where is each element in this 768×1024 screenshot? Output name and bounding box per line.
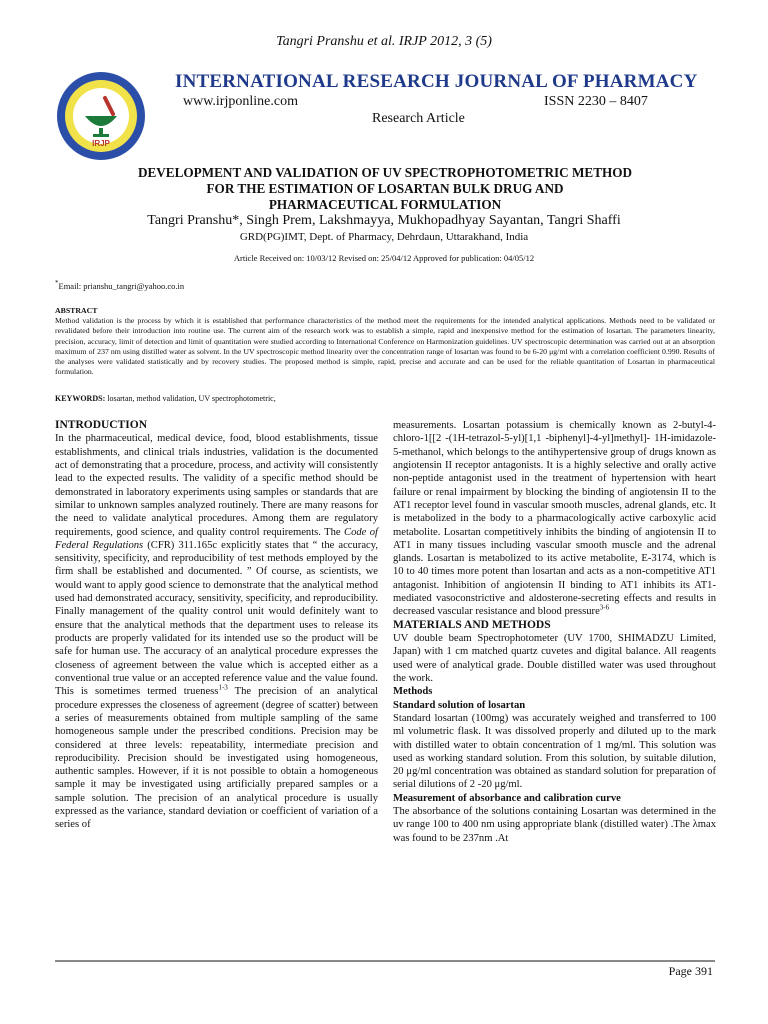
- journal-logo: [55, 70, 147, 162]
- right-column: [393, 419, 716, 845]
- running-head: Tangri Pranshu et al. IRJP 2012, 3 (5): [276, 34, 492, 49]
- journal-url[interactable]: www.irjponline.com: [183, 94, 298, 109]
- article-title-line-3: PHARMACEUTICAL FORMULATION: [268, 197, 502, 212]
- page-number: Page 391: [668, 964, 713, 978]
- methods-heading: Methods: [393, 686, 433, 698]
- author-list: Tangri Pranshu*, Singh Prem, Lakshmayya, Mukhopadhyay Sayantan, Tangri Shaffi: [147, 213, 621, 228]
- article-title-line-2: FOR THE ESTIMATION OF LOSARTAN BULK DRUG AND: [206, 181, 564, 196]
- measurement-heading: Measurement of absorbance and calibration curve: [393, 792, 621, 804]
- email-text: Email: prianshu_tangri@yahoo.co.in: [58, 280, 185, 291]
- corresponding-email[interactable]: [55, 279, 184, 291]
- losartan-citation: 3-6: [599, 603, 610, 612]
- intro-italic-cfr: Code of Federal Regulations: [55, 526, 378, 551]
- email-marker: *: [55, 279, 59, 287]
- intro-text-1: In the pharmaceutical, medical device, food, blood establishments, tissue establishments, and clinical trials industries, validation is the documented act of demonstrating that a procedure, process, and activity will consistently lead to the expected results. The validity of a specific method should be demonstrated in laboratory experiments using samples or standards that are similar to unknown samples analyzed routinely. There are many reasons for the need to validate analytical procedures. Among them are regulatory requirements, good science, and quality control requirements. The: [55, 433, 378, 538]
- article-title-line-1: DEVELOPMENT AND VALIDATION OF UV SPECTROPHOTOMETRIC METHOD: [137, 165, 633, 180]
- keywords-label: KEYWORDS:: [55, 394, 106, 403]
- standard-solution-paragraph: Standard losartan (100mg) was accurately weighed and transferred to 100 ml volumetric flask. It was dissolved properly and diluted up to the mark with distilled water to obtain concentration of 1 mg/ml. This solution was used as working standard solution. From this solution, by suitable dilution, 20 μg/ml concentration was obtained as standard solution for preparation of serial dilutions of 2 -20 μg/ml.: [393, 712, 716, 791]
- standard-solution-heading: Standard solution of losartan: [393, 699, 526, 711]
- intro-text-2: (CFR) 311.165c explicitly states that “ the accuracy, sensitivity, specificity, and reproducibility of test methods employed by the firm shall be established and documented. ” Of course, as scientists, we would want to apply good science to demonstrate that the analytical method used had demonstrated accuracy, sensitivity, specificity, and reproducibility. Finally management of the quality control unit would definitely want to ensure that the analytical methods that the department uses to release its products are properly validated for its intended use so the product will be safe for human use. The accuracy of an analytical procedure expresses the closeness of agreement between the value which is accepted either as a conventional true value or an accepted reference value and the value found. This is sometimes termed trueness: [55, 539, 378, 698]
- abstract-heading: ABSTRACT: [55, 306, 98, 315]
- materials-paragraph: UV double beam Spectrophotometer (UV 1700, SHIMADZU Limited, Japan) with 1 cm matched quartz cuvetes and digital balance. All reagents used were of analytical grade. Double distilled water was used throughout the work.: [393, 633, 716, 684]
- journal-title: INTERNATIONAL RESEARCH JOURNAL OF PHARMACY: [175, 71, 698, 92]
- footer-rule: [55, 960, 715, 962]
- intro-text-3: The precision of an analytical procedure expresses the closeness of agreement (degree of scatter) between a series of measurements obtained from multiple sampling of the same homogeneous sample under the prescribed conditions. Precision may be considered at three levels: repeatability, intermediate precision and reproducibility. Precision should be investigated using homogeneous, authentic samples. However, if it is not possible to obtain a homogeneous sample it may be investigated using artificially prepared samples or a sample solution. The precision of an analytical procedure is usually expressed as the variance, standard deviation or coefficient of variation of a series of: [55, 686, 378, 831]
- losartan-paragraph: [393, 419, 716, 619]
- keywords-line: [55, 394, 715, 403]
- left-column: [55, 419, 378, 832]
- article-title: [60, 165, 710, 213]
- introduction-paragraph: [55, 432, 378, 831]
- materials-heading: MATERIALS AND METHODS: [393, 618, 551, 631]
- intro-citation-1: 1-3: [218, 683, 228, 692]
- journal-issn: ISSN 2230 – 8407: [544, 94, 648, 109]
- keywords-text: losartan, method validation, UV spectrophotometric,: [105, 394, 276, 403]
- introduction-heading: INTRODUCTION: [55, 419, 148, 431]
- losartan-text: measurements. Losartan potassium is chemically known as 2-butyl-4- chloro-1[[2 -(1H-tetrazol-5-yl)[1,1 -biphenyl]-4-yl]methyl]- 1H-imidazole-5-methanol, which belongs to the antihypertensive group of drugs known as angiotensin II receptor antagonists. It is a highly selective and orally active non-peptide antagonist used in the treatment of hypertension with heart failure or renal impairment by blocking the binding of angiotensin II to the AT1 receptor level found in vascular smooth muscles, adrenal glands, etc. It is metabolized in the body to a pharmacologically active carboxylic acid metabolite. Losartan competitively inhibits the binding of angiotensin II to AT1 in many tissues including vascular smooth muscle and the adrenal glands. Losartan is metabolized to its active metabolite, E-3174, which is 10 to 40 times more potent than losartan and acts as a non-competitive AT1 antagonist. Inhibition of angiotensin II binding to AT1 inhibits its AT1-mediated vasoconstrictive and aldosterone-secreting effects and results in decreased vascular resistance and blood pressure: [393, 420, 716, 618]
- abstract-text: Method validation is the process by which it is established that performance characteristics of the method meet the requirements for the intended analytical applications. Methods need to be validated or revalidated before their introduction into routine use. The current aim of the research work was to establish a simple, rapid and inexpensive method for the estimation of losartan. The parameters linearity, precision, accuracy, limit of detection and limit of quantitation were studied according to International Conference on Harmonization guidelines. UV spectroscopic determination was carried out at an absorption maximum of 237 nm using distilled water as solvent. In the UV spectroscopic method linearity over the concentration range of losartan was found to be 6-20 μg/ml with a correlation coefficient 0.990. Results of the analyses were validated statistically and by recovery studies. The proposed method is simple, rapid, precise and accurate and can be used for the reliable quantitation of Losartan in pharmaceutical formulation.: [55, 316, 715, 377]
- abstract-block: [55, 306, 715, 377]
- logo-short-text: IRJP: [92, 139, 110, 148]
- article-type: Research Article: [372, 111, 465, 126]
- measurement-paragraph: The absorbance of the solutions containing Losartan was determined in the uv range 100 to 400 nm using appropriate blank (distilled water) .The λmax was found to be 237nm .At: [393, 806, 716, 844]
- received-dates: Article Received on: 10/03/12 Revised on: 25/04/12 Approved for publication: 04/05/12: [233, 253, 535, 263]
- affiliation: GRD(PG)IMT, Dept. of Pharmacy, Dehrdaun, Uttarakhand, India: [239, 231, 529, 243]
